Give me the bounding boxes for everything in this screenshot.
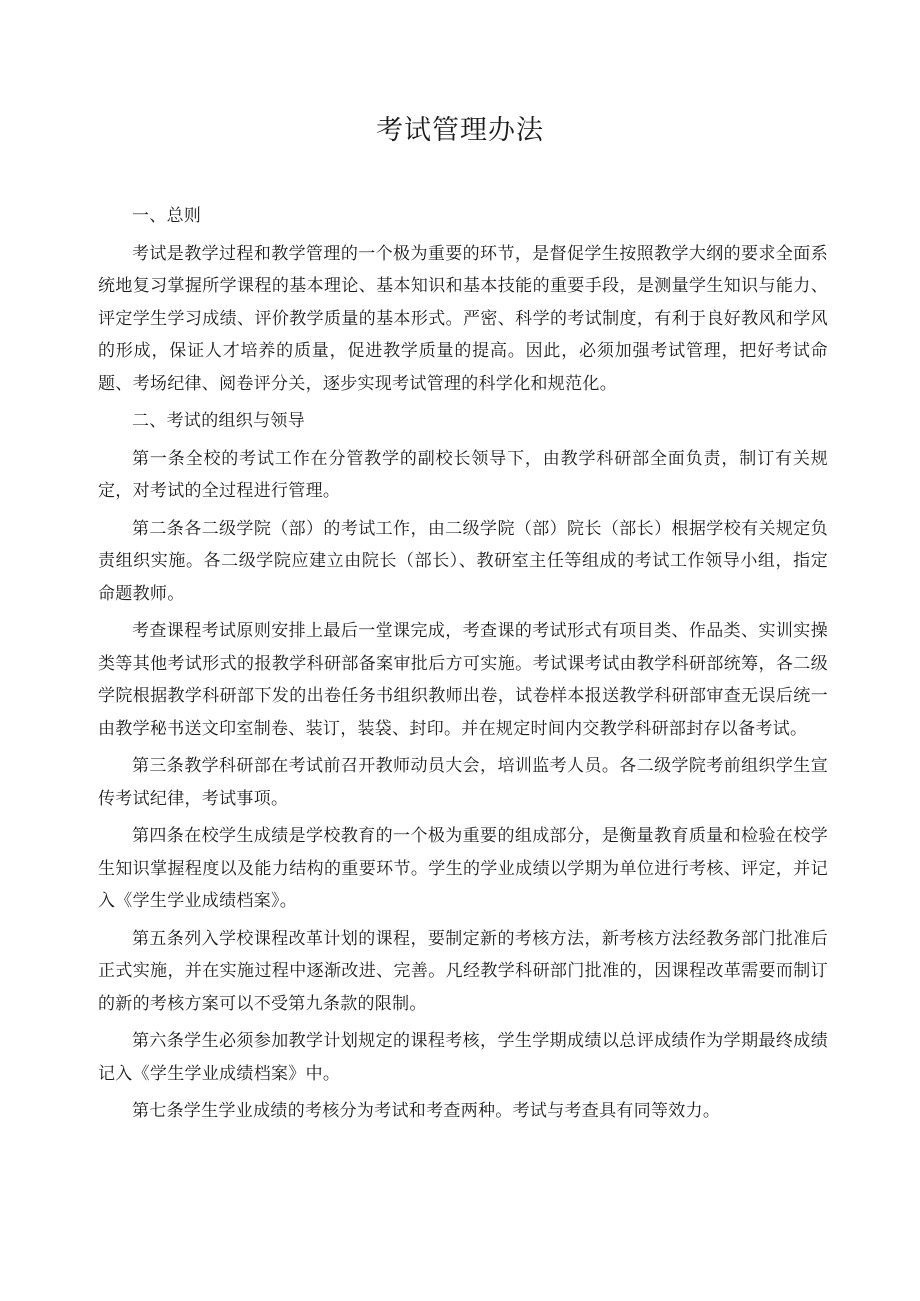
section-heading-general: 一、总则 <box>132 206 202 226</box>
document-body <box>98 200 828 1133</box>
section-heading-organization: 二、考试的组织与领导 <box>132 411 305 431</box>
paragraph-article-3: 第三条教学科研部在考试前召开教师动员大会，培训监考人员。各二级学院考前组织学生宣传考试纪律，考试事项。 <box>98 756 828 809</box>
paragraph-article-6: 第六条学生必须参加教学计划规定的课程考核，学生学期成绩以总评成绩作为学期最终成绩记入《学生学业成绩档案》中。 <box>98 1031 828 1084</box>
paragraph-article-5: 第五条列入学校课程改革计划的课程，要制定新的考核方法，新考核方法经教务部门批准后正式实施，并在实施过程中逐渐改进、完善。凡经教学科研部门批准的，因课程改革需要而制订的新的考核方案可以不受第九条款的限制。 <box>98 928 828 1014</box>
paragraph-article-4: 第四条在校学生成绩是学校教育的一个极为重要的组成部分，是衡量教育质量和检验在校学生知识掌握程度以及能力结构的重要环节。学生的学业成绩以学期为单位进行考核、评定，并记入《学生学业成绩档案》。 <box>98 826 828 911</box>
paragraph-article-2: 第二条各二级学院（部）的考试工作，由二级学院（部）院长（部长）根据学校有关规定负责组织实施。各二级学院应建立由院长（部长）、教研室主任等组成的考试工作领导小组，指定命题教师。 <box>98 518 828 604</box>
paragraph-general-intro: 考试是教学过程和教学管理的一个极为重要的环节，是督促学生按照教学大纲的要求全面系统地复习掌握所学课程的基本理论、基本知识和基本技能的重要手段，是测量学生知识与能力、评定学生学习成绩、评价教学质量的基本形式。严密、科学的考试制度，有利于良好教风和学风的形成，保证人才培养的质量，促进教学质量的提高。因此，必须加强考试管理，把好考试命题、考场纪律、阅卷评分关，逐步实现考试管理的科学化和规范化。 <box>98 243 828 394</box>
paragraph-article-7: 第七条学生学业成绩的考核分为考试和考查两种。考试与考查具有同等效力。 <box>132 1101 721 1121</box>
document-title: 考试管理办法 <box>376 115 544 146</box>
paragraph-article-1: 第一条全校的考试工作在分管教学的副校长领导下，由教学科研部全面负责，制订有关规定，对考试的全过程进行管理。 <box>98 448 828 501</box>
paragraph-exam-arrangement: 考查课程考试原则安排上最后一堂课完成，考查课的考试形式有项目类、作品类、实训实操类等其他考试形式的报教学科研部备案审批后方可实施。考试课考试由教学科研部统筹，各二级学院根据教学科研部下发的出卷任务书组织教师出卷，试卷样本报送教学科研部审查无误后统一由教学秘书送文印室制卷、装订，装袋、封印。并在规定时间内交教学科研部封存以备考试。 <box>98 621 828 739</box>
